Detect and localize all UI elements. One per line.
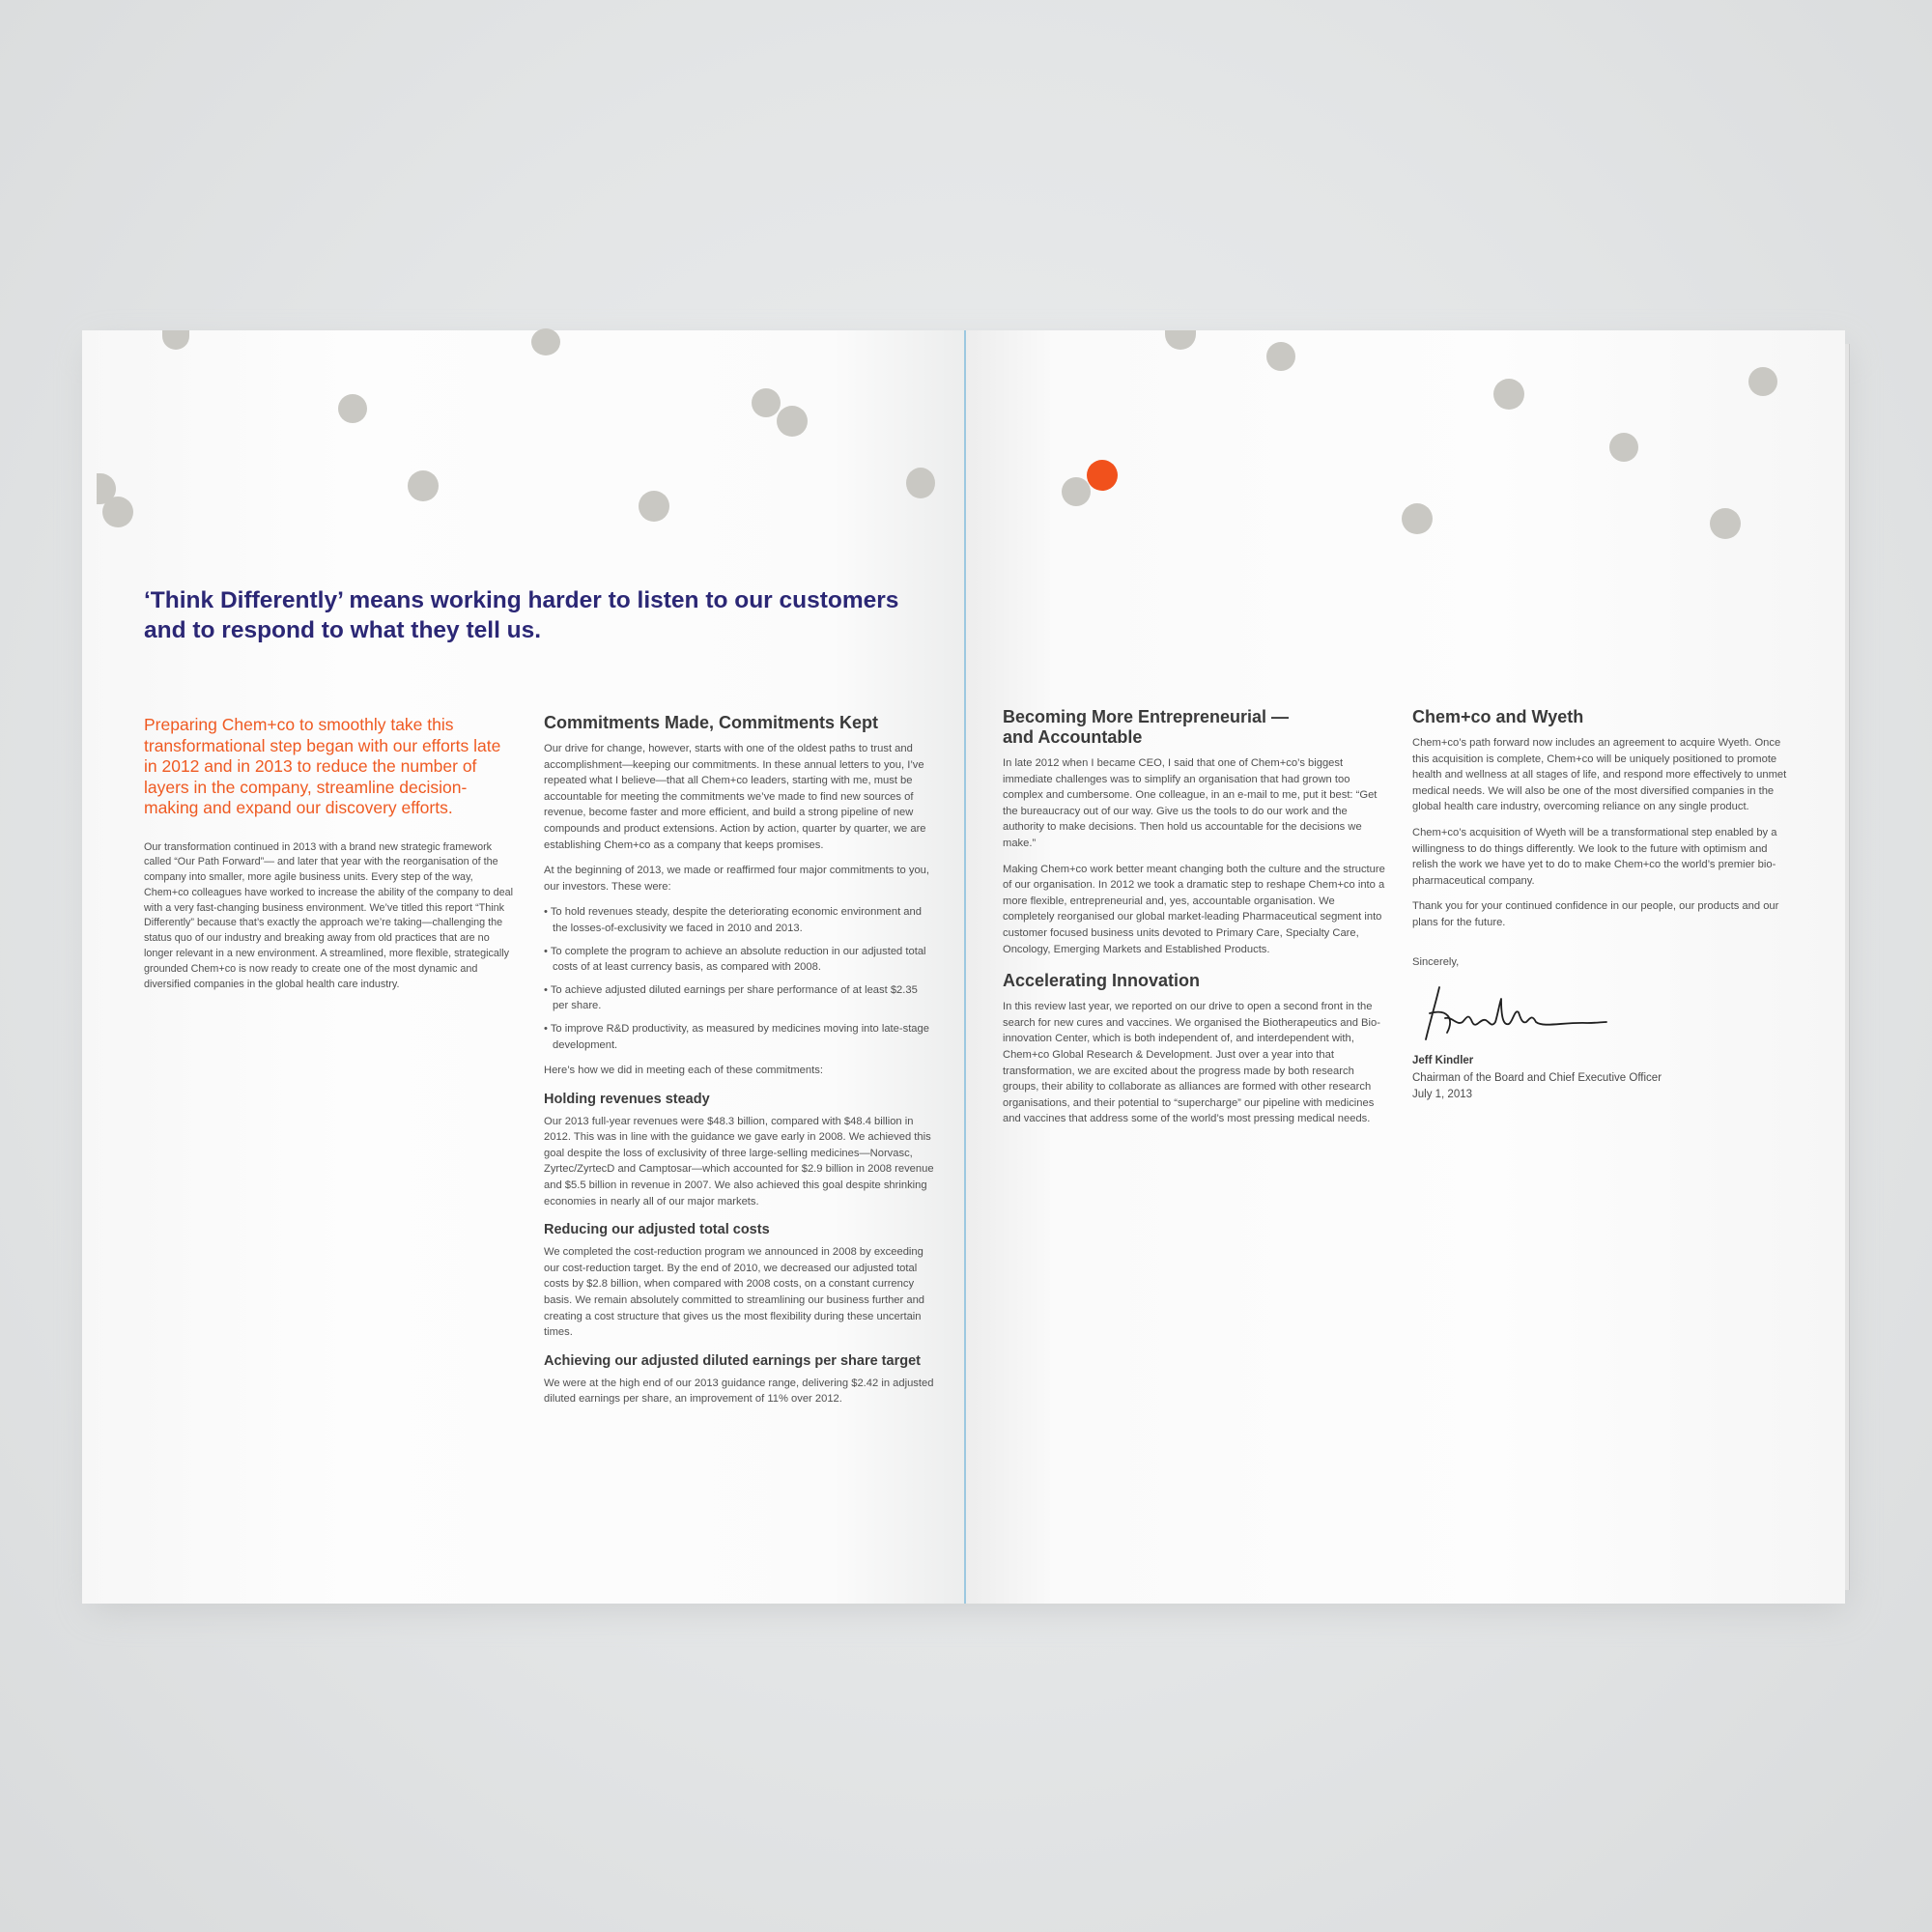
decorative-dot	[338, 394, 367, 423]
body-paragraph: In late 2012 when I became CEO, I said that one of Chem+co’s biggest immediate challenges was to simplify an organisation that had grown too complex and cumbersome. One colleague, in an e-mail to me, put it best: “Get the bureaucracy out of our way. Give us the tools to do our work and the authority to make decisions. Then hold us accountable for the decisions we make.”	[1003, 757, 1378, 849]
decorative-dot	[1710, 508, 1741, 539]
body-paragraph: We completed the cost-reduction program we announced in 2008 by exceeding our cost-reduction target. By the end of 2010, we decreased our adjusted total costs by $2.8 billion, when compared with 2008 costs, on a constant currency basis. We remain absolutely committed to streamlining our business further and creating a cost structure that gives us the most flexibility during these uncertain times.	[544, 1246, 925, 1339]
section-title: Commitments Made, Commitments Kept	[544, 713, 879, 732]
decorative-dot	[1609, 433, 1638, 462]
closing: Sincerely,	[1412, 955, 1460, 968]
decorative-dot	[1062, 477, 1091, 506]
signer-name: Jeff Kindler	[1412, 1055, 1474, 1067]
subsection-title: Achieving our adjusted diluted earnings per share target	[544, 1352, 921, 1369]
decorative-dot	[639, 491, 669, 522]
body-paragraph: We were at the high end of our 2013 guidance range, delivering $2.42 in adjusted diluted earnings per share, an improvement of 11% over 2012.	[544, 1377, 934, 1406]
decorative-dot	[1266, 342, 1295, 371]
commitments-list	[544, 904, 935, 1053]
decorative-dot	[102, 497, 133, 527]
section-title: Accelerating Innovation	[1003, 971, 1201, 991]
list-item: • To complete the program to achieve an absolute reduction in our adjusted total costs of at least currency basis, as compared with 2008.	[544, 944, 935, 976]
body-paragraph: Chem+co’s acquisition of Wyeth will be a transformational step enabled by a willingness to do things differently. We look to the future with optimism and relish the work we have yet to do to make Chem+co the world’s premier bio-pharmaceutical company.	[1412, 826, 1777, 887]
body-paragraph: Our transformation continued in 2013 with a brand new strategic framework called “Our Path Forward”— and later that year with the reorganisation of the company into smaller, more agile business units. Every step of the way, Chem+co colleagues have worked to increase the ability of the company to deal with a very fast-changing business environment. We’ve titled this report “Think Differently” because that’s exactly the approach we’re taking—challenging the status quo of our industry and breaking away from old practices that are no longer relevant in a new environment. A streamlined, more flexible, strategically grounded Chem+co is now ready to create one of the most dynamic and diversified companies in the global health care industry.	[144, 840, 514, 990]
body-paragraph: Chem+co’s path forward now includes an agreement to acquire Wyeth. Once this acquisition is complete, Chem+co will be uniquely positioned to promote health and wellness at all stages of life, and respond more effectively to unmet medical needs. We will also be one of the most diversified companies in the global health care industry, overcoming reliance on any single product.	[1412, 737, 1787, 813]
decorative-dot	[777, 406, 808, 437]
page-headline: ‘Think Differently’ means working harder to listen to our customers and to respond to what they tell us.	[144, 587, 899, 643]
intro-column	[144, 715, 514, 1002]
entrepreneurial-column	[1003, 707, 1389, 1137]
list-item: • To achieve adjusted diluted earnings per share performance of at least $2.35 per share.	[544, 982, 935, 1014]
subsection-title: Reducing our adjusted total costs	[544, 1222, 770, 1238]
accent-dot	[1087, 460, 1118, 491]
body-paragraph: At the beginning of 2013, we made or reaffirmed four major commitments to you, our investors. These were:	[544, 865, 930, 893]
decorative-dot	[1493, 379, 1524, 410]
list-item: • To hold revenues steady, despite the deteriorating economic environment and the losses-of-exclusivity we faced in 2010 and 2013.	[544, 904, 935, 936]
lead-paragraph: Preparing Chem+co to smoothly take this transformational step began with our efforts late in 2012 and in 2013 to reduce the number of layers in the company, streamline decision-making and expand our discovery efforts.	[144, 715, 501, 817]
subsection-title: Holding revenues steady	[544, 1091, 710, 1107]
letter-date: July 1, 2013	[1412, 1088, 1473, 1100]
section-title: Becoming More Entrepreneurial —and Accountable	[1003, 707, 1290, 747]
decorative-dot	[408, 470, 439, 501]
wyeth-column	[1412, 707, 1789, 1102]
decorative-dot	[531, 328, 560, 355]
spine	[964, 330, 966, 1604]
decorative-dot	[906, 468, 935, 498]
decorative-dot	[1748, 367, 1777, 396]
body-paragraph: In this review last year, we reported on our drive to open a second front in the search for new cures and vaccines. We organised the Biotherapeutics and Bio-innovation Center, which is both independent of, and interdependent with, Chem+co Global Research & Development. Just over a year into that transformation, we are excited about the progress made by both research groups, their ability to collaborate as alliances are formed with other research organisations, and their potential to “supercharge” our pipeline with medicines and vaccines that address some of the world’s most pressing medical needs.	[1003, 1001, 1380, 1125]
body-paragraph: Here’s how we did in meeting each of these commitments:	[544, 1065, 823, 1077]
list-item: • To improve R&D productivity, as measured by medicines moving into late-stage development.	[544, 1021, 935, 1053]
signature	[1418, 980, 1611, 1047]
decorative-dot	[752, 388, 781, 417]
body-paragraph: Thank you for your continued confidence in our people, our products and our plans for the future.	[1412, 900, 1779, 928]
commitments-column	[544, 713, 935, 1417]
signer-title: Chairman of the Board and Chief Executive Officer	[1412, 1072, 1662, 1085]
body-paragraph: Our 2013 full-year revenues were $48.3 billion, compared with $48.4 billion in 2012. This was in line with the guidance we gave early in 2008. We achieved this goal despite the loss of exclusivity of three large-selling medicines—Norvasc, Zyrtec/ZyrtecD and Camptosar—which accounted for $2.9 billion in 2008 revenue and $5.5 billion in revenue in 2007. We also achieved this goal despite shrinking economies in nearly all of our major markets.	[544, 1115, 934, 1208]
section-title: Chem+co and Wyeth	[1412, 707, 1584, 726]
body-paragraph: Making Chem+co work better meant changing both the culture and the structure of our organisation. In 2012 we took a dramatic step to reshape Chem+co into a more flexible, entrepreneurial and, yes, accountable organisation. We completely reorganised our global market-leading Pharmaceutical segment into customer focused business units devoted to Primary Care, Specialty Care, Oncology, Emerging Markets and Established Products.	[1003, 863, 1385, 955]
decorative-dot	[1402, 503, 1433, 534]
body-paragraph: Our drive for change, however, starts with one of the oldest paths to trust and accomplishment—keeping our commitments. In these annual letters to you, I’ve repeated what I believe—that all Chem+co leaders, starting with me, must be accountable for meeting the commitments we’ve made to find new sources of revenue, become faster and more efficient, and build a strong pipeline of new compounds and product extensions. Action by action, quarter by quarter, we are establishing Chem+co as a company that keeps promises.	[544, 743, 926, 851]
